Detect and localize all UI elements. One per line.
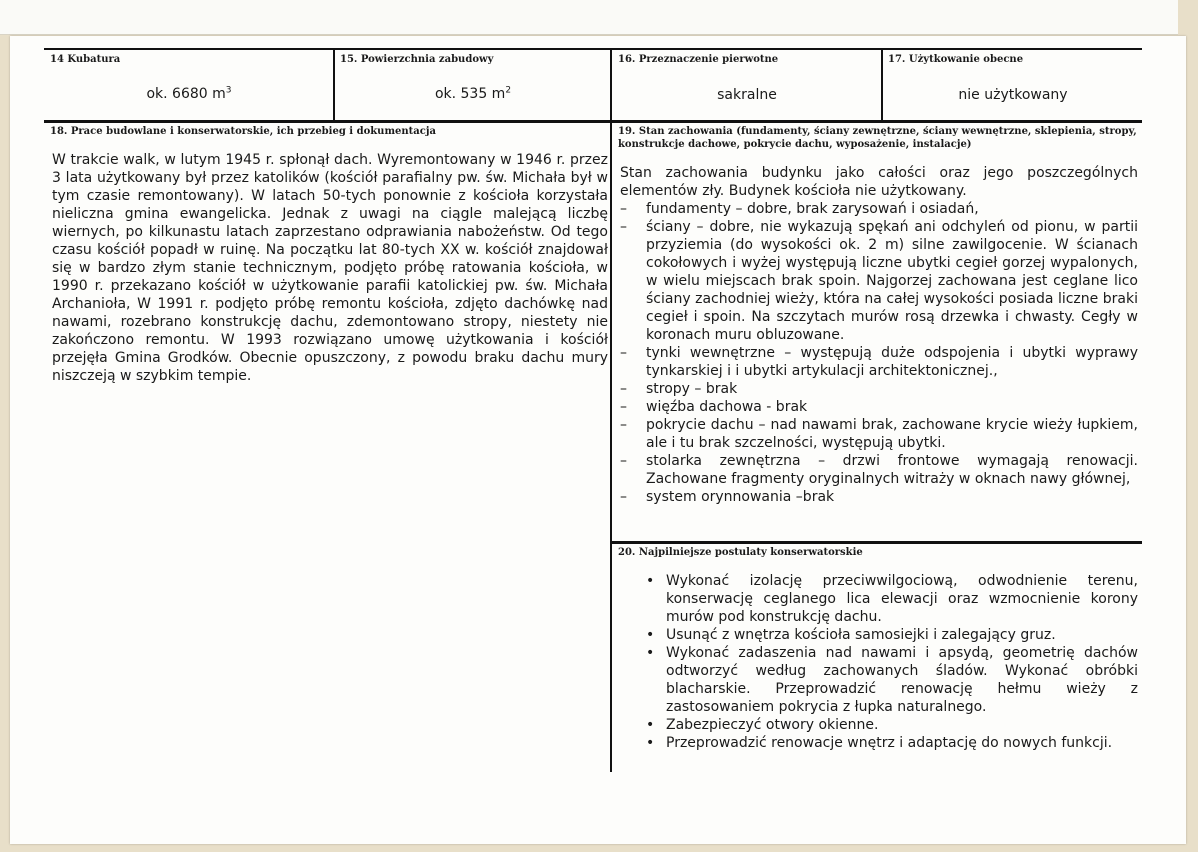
value-uzytkowanie: nie użytkowany xyxy=(958,87,1068,103)
header-stan-zachowania: 19. Stan zachowania (fundamenty, ściany zewnętrzne, ściany wewnętrzne, sklepienia, stropy, konstrukcje dachowe, pokrycie dachu, wyposażenie, instalacje) xyxy=(618,126,1137,150)
stan-intro: Stan zachowania budynku jako całości oraz jego poszczególnych elementów zły. Budynek kościoła nie użytkowany. xyxy=(620,165,1138,199)
divider-main xyxy=(610,50,612,772)
value-powierzchnia: ok. 535 $m^2$ xyxy=(434,85,512,102)
divider-16-17 xyxy=(881,50,883,120)
header-powierzchnia: 15. Powierzchnia zabudowy xyxy=(340,54,494,65)
header-prace-budowlane: 18. Prace budowlane i konserwatorskie, ich przebieg i dokumentacja xyxy=(50,126,436,137)
value-przeznaczenie: sakralne xyxy=(717,87,777,103)
divider-14-15 xyxy=(333,50,335,120)
list-item: – fundamenty – dobre, brak zarysowań i osiadań, xyxy=(620,200,1138,218)
header-postulaty: 20. Najpilniejsze postulaty konserwatorskie xyxy=(618,547,863,558)
stan-list xyxy=(620,200,1138,506)
list-item: – więźba dachowa - brak xyxy=(620,398,1138,416)
value-kubatura: ok. 6680 $m^3$ xyxy=(146,85,232,102)
list-item: – stropy – brak xyxy=(620,380,1138,398)
list-item: • Wykonać izolację przeciwwilgociową, odwodnienie terenu, konserwację ceglanego lica elewacji oraz wzmocnienie korony murów pod konstrukcję dachu. xyxy=(640,572,1138,626)
list-item: – ściany – dobre, nie wykazują spękań ani odchyleń od pionu, w partii przyziemia (do wysokości ok. 2 m) silne zawilgocenie. W ścianach cokołowych i wyżej występują liczne ubytki cegieł gorzej wypalonych, w wielu miejscach brak spoin. Najgorzej zachowana jest ceglane lico ściany zachodniej wieży, która na całej wysokości posiada liczne braki cegieł i spoin. Na szczytach murów rosą drzewka i chwasty. Cegły w koronach muru obluzowane. xyxy=(620,218,1138,344)
text-prace-budowlane xyxy=(52,151,608,385)
list-item: • Usunąć z wnętrza kościoła samosiejki i zalegający gruz. xyxy=(640,626,1138,644)
text-postulaty xyxy=(640,572,1138,752)
rule-row1-bottom xyxy=(44,120,1142,123)
list-item: – system orynnowania –brak xyxy=(620,488,1138,506)
paragraph-prace: W trakcie walk, w lutym 1945 r. spłonął dach. Wyremontowany w 1946 r. przez 3 lata użytkowany był przez katolików (kościół parafialny pw. św. Michała był w tym czasie remontowany). W latach 50-tych ponownie z kościoła korzystała nieliczna gmina ewangelicka. Jednak z uwagi na ciągle malejącą liczbę wiernych, po kilkunastu latach zaprzestano odprawiania nabożeństw. Od tego czasu kościół popadł w ruinę. Na początku lat 80-tych XX w. kościół znajdował się w bardzo złym stanie technicznym, podjęto próbę ratowania kościoła, w 1990 r. przekazano kościół w użytkowanie parafii katolickiej pw. św. Michała Archanioła, W 1991 r. podjęto próbę remontu kościoła, zdjęto dachówkę nad nawami, rozebrano konstrukcję dachu, zdemontowano stropy, niestety nie zakończono remontu. W 1993 rozwiązano umowę użytkowania i kościół przejęła Gmina Grodków. Obecnie opuszczony, z powodu braku dachu mury niszczeją w szybkim tempie. xyxy=(52,152,608,384)
rule-s20-top xyxy=(611,541,1142,544)
header-uzytkowanie: 17. Użytkowanie obecne xyxy=(888,54,1024,65)
sheet-top-edge xyxy=(0,0,1178,35)
list-item: – tynki wewnętrzne – występują duże odspojenia i ubytki wyprawy tynkarskiej i i ubytki artykulacji architektonicznej., xyxy=(620,344,1138,380)
rule-top xyxy=(44,48,1142,50)
header-przeznaczenie: 16. Przeznaczenie pierwotne xyxy=(618,54,779,65)
header-kubatura: 14 Kubatura xyxy=(50,54,121,65)
list-item: – stolarka zewnętrzna – drzwi frontowe wymagają renowacji. Zachowane fragmenty oryginalnych witraży w oknach nawy głównej, xyxy=(620,452,1138,488)
postulaty-list xyxy=(640,572,1138,752)
list-item: • Wykonać zadaszenia nad nawami i apsydą, geometrię dachów odtworzyć według zachowanych śladów. Wykonać obróbki blacharskie. Przeprowadzić renowację hełmu wieży z zastosowaniem pokrycia z łupka naturalnego. xyxy=(640,644,1138,716)
text-stan-zachowania xyxy=(620,164,1138,506)
list-item: • Przeprowadzić renowacje wnętrz i adaptację do nowych funkcji. xyxy=(640,734,1138,752)
list-item: – pokrycie dachu – nad nawami brak, zachowane krycie wieży łupkiem, ale i tu brak szczelności, występują ubytki. xyxy=(620,416,1138,452)
list-item: • Zabezpieczyć otwory okienne. xyxy=(640,716,1138,734)
